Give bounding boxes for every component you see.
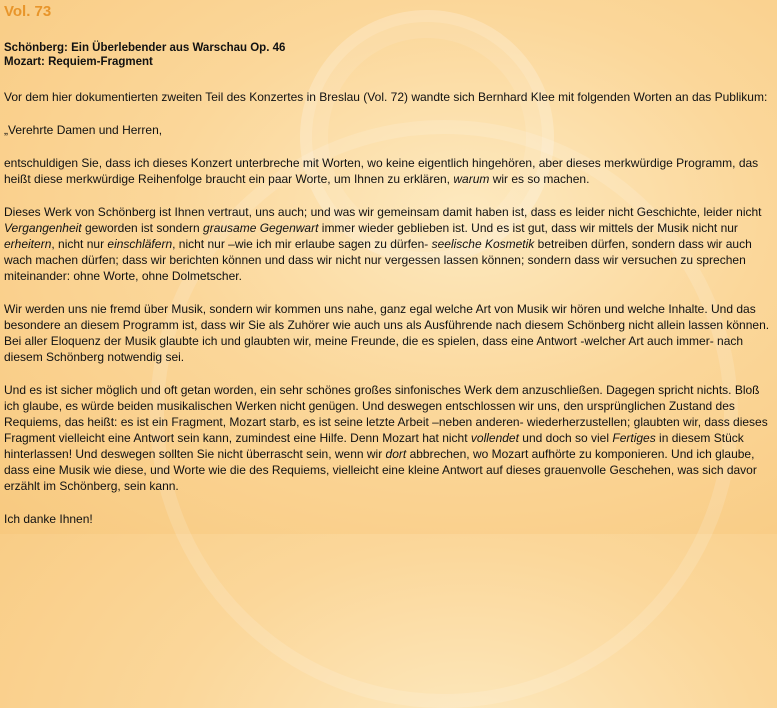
intro-paragraph: Vor dem hier dokumentierten zweiten Teil des Konzertes in Breslau (Vol. 72) wandte sich Bernhard Klee mit folgenden Worten an das Publikum: — [4, 90, 768, 104]
paragraph-2: Dieses Werk von Schönberg ist Ihnen vertraut, uns auch; und was wir gemeinsam damit haben ist, dass es leider nicht Geschichte, leider nicht Vergangenheit geworden ist sondern grausame Gegenwart immer wieder geblieben ist. Und es ist gut, dass wir mittels der Musik nicht nur erheitern, nicht nur einschläfern, nicht nur –wie ich mir erlaube sagen zu dürfen- seelische Kosmetik betreiben dürfen, sondern dass wir auch wach machen dürfen; dass wir berichten können und dass wir nicht nur vergessen lassen können; sondern dass wir versuchen zu sprechen miteinander: ohne Worte, ohne Dolmetscher. — [4, 205, 762, 283]
document-body — [4, 3, 774, 544]
paragraph-4: Und es ist sicher möglich und oft getan worden, ein sehr schönes großes sinfonisches Werk dem anzuschließen. Dagegen spricht nichts. Bloß ich glaube, es würde beiden musikalischen Werken nicht genügen. Und deswegen entschlossen wir uns, den ursprünglichen Zustand des Requiems, das heißt: es ist ein Fragment, Mozart starb, es ist seine letzte Arbeit –neben anderen- wiederherzustellen; glaubten wir, dass dieses Fragment vielleicht eine Antwort sein kann, zumindest eine Hilfe. Denn Mozart hat nicht vollendet und doch so viel Fertiges in diesem Stück hinterlassen! Und deswegen sollten Sie nicht überrascht sein, wenn wir dort abbrechen, wo Mozart aufhörte zu komponieren. Und ich glaube, dass eine Musik wie diese, und Worte wie die des Requiems, vielleicht eine kleine Antwort auf dieses grauenvolle Geschehen, was sich davor erzählt im Schönberg, sein kann. — [4, 383, 768, 493]
works-list — [4, 41, 774, 69]
work-title-schoenberg: Schönberg: Ein Überlebender aus Warschau Op. 46 — [4, 42, 286, 54]
paragraph-3: Wir werden uns nie fremd über Musik, sondern wir kommen uns nahe, ganz egal welche Art von Musik wir hören und welche Inhalte. Und das besondere an diesem Programm ist, dass wir Sie als Zuhörer wie auch uns als Ausführende nach diesem Schönberg nicht allein lassen können. Bei aller Eloquenz der Musik glaubte ich und glaubten wir, meine Freunde, die es spielen, dass eine Antwort -welcher Art auch immer- nach diesem Schönberg notwendig sei. — [4, 302, 770, 364]
closing-line: Ich danke Ihnen! — [4, 512, 93, 526]
paragraph-1: entschuldigen Sie, dass ich dieses Konzert unterbreche mit Worten, wo keine eigentlich hingehören, aber dieses merkwürdige Programm, das heißt diese merkwürdige Reihenfolge braucht ein paar Worte, um Ihnen zu erklären, warum wir es so machen. — [4, 156, 759, 186]
volume-title: Vol. 73 — [4, 3, 52, 20]
work-title-mozart: Mozart: Requiem-Fragment — [4, 56, 153, 68]
greeting: „Verehrte Damen und Herren, — [4, 123, 163, 137]
